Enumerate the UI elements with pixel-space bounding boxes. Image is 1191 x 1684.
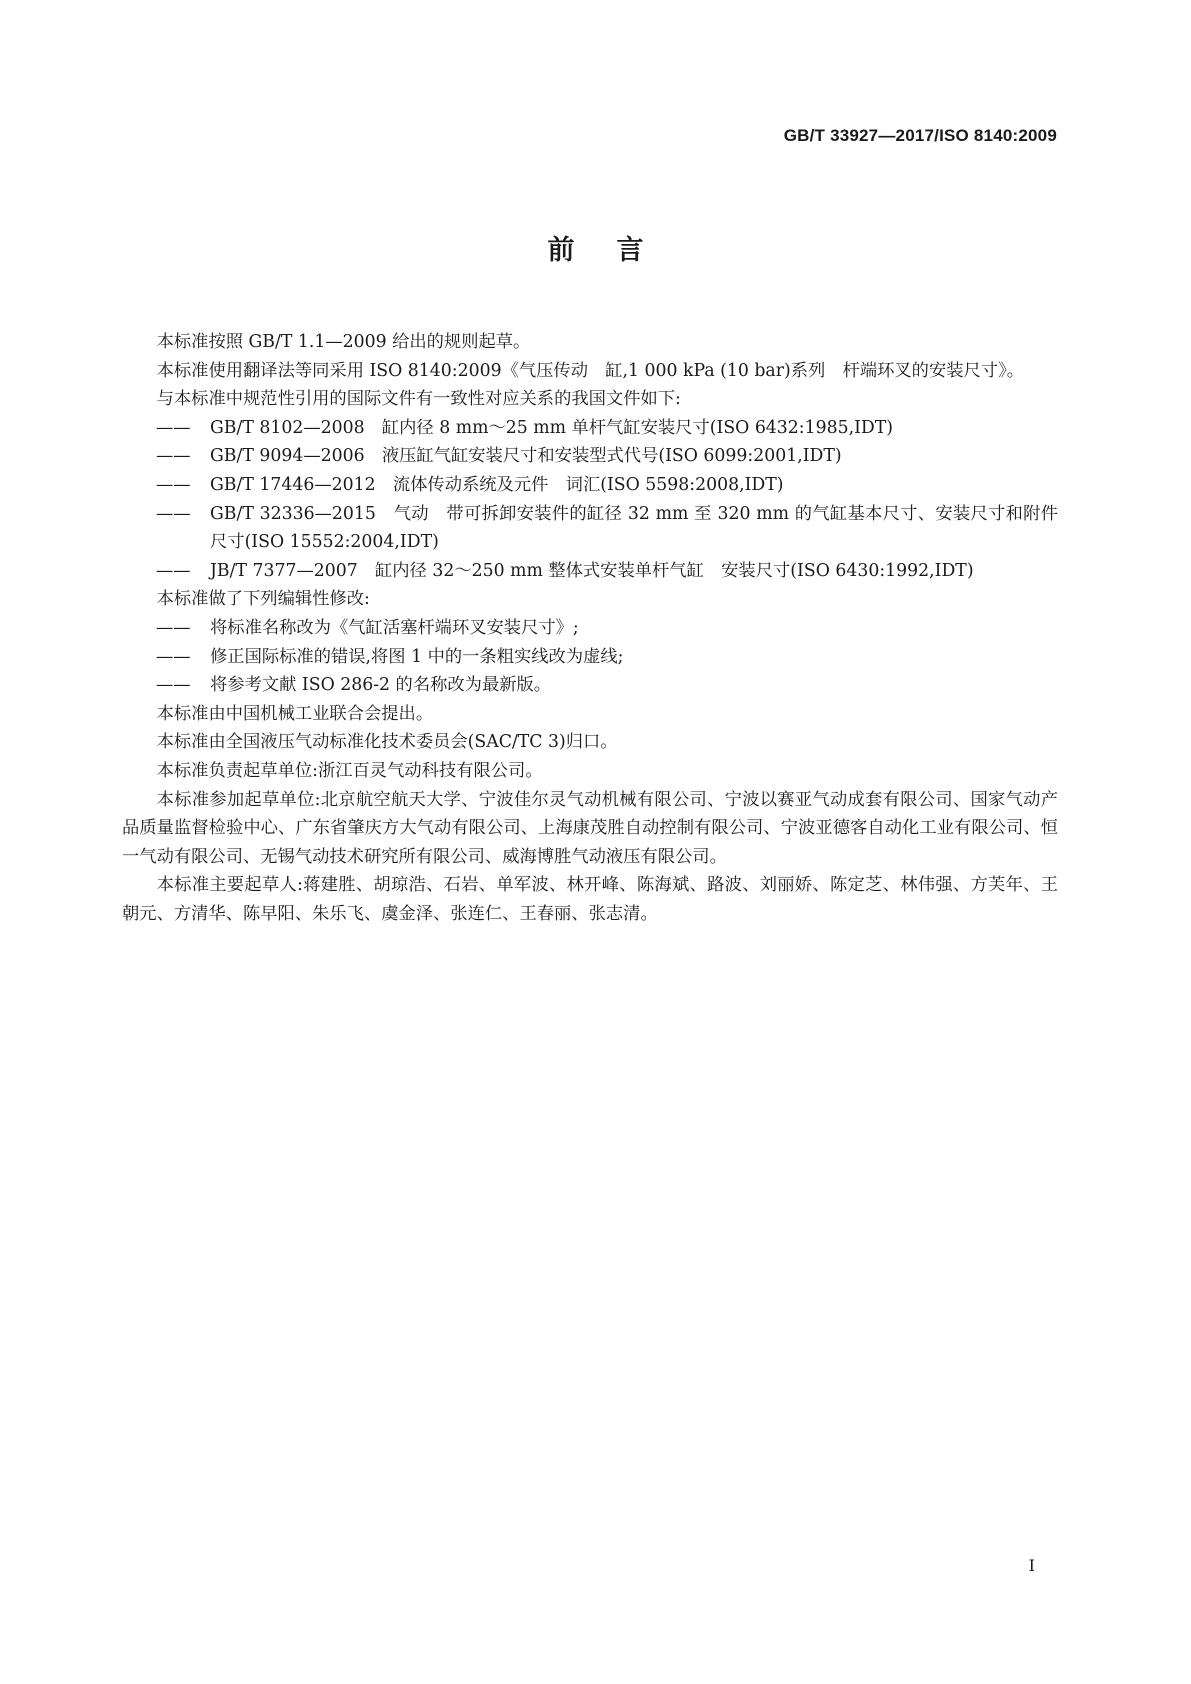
reference-text: GB/T 8102—2008 缸内径 8 mm～25 mm 单杆气缸安装尺寸(ISO 6432:1985,IDT) <box>210 417 894 438</box>
list-dash: —— <box>156 417 191 438</box>
reference-item <box>122 471 1058 500</box>
modification-item <box>122 614 1058 643</box>
reference-text: GB/T 32336—2015 气动 带可拆卸安装件的缸径 32 mm 至 320 mm 的气缸基本尺寸、安装尺寸和附件尺寸(ISO 15552:2004,IDT) <box>210 503 1058 553</box>
modification-text: 将标准名称改为《气缸活塞杆端环叉安装尺寸》; <box>210 617 579 638</box>
paragraph-proposer: 本标准由中国机械工业联合会提出。 <box>156 703 434 724</box>
reference-item <box>122 442 1058 471</box>
list-dash: —— <box>156 646 191 667</box>
reference-item <box>122 414 1058 443</box>
preface-body <box>122 328 1058 928</box>
paragraph-lead-drafter: 本标准负责起草单位:浙江百灵气动科技有限公司。 <box>156 760 543 781</box>
list-dash: —— <box>156 503 191 524</box>
page-title: 前言 <box>547 235 686 266</box>
list-dash: —— <box>156 675 191 696</box>
reference-text: GB/T 17446—2012 流体传动系统及元件 词汇(ISO 5598:2008,IDT) <box>210 474 784 495</box>
paragraph-modifications-intro: 本标准做了下列编辑性修改: <box>156 589 370 610</box>
standard-number-header: GB/T 33927—2017/ISO 8140:2009 <box>783 126 1057 145</box>
page-number: I <box>1028 1556 1035 1575</box>
paragraph-participating-drafters: 本标准参加起草单位:北京航空航天大学、宁波佳尔灵气动机械有限公司、宁波以赛亚气动成套有限公司、国家气动产品质量监督检验中心、广东省肇庆方大气动有限公司、上海康茂胜自动控制有限公司、宁波亚德客自动化工业有限公司、恒一气动有限公司、无锡气动技术研究所有限公司、威海博胜气动液压有限公司。 <box>122 789 1058 867</box>
reference-text: JB/T 7377—2007 缸内径 32～250 mm 整体式安装单杆气缸 安装尺寸(ISO 6430:1992,IDT) <box>210 560 974 581</box>
paragraph-adoption: 本标准使用翻译法等同采用 ISO 8140:2009《气压传动 缸,1 000 kPa (10 bar)系列 杆端环叉的安装尺寸》。 <box>156 360 1025 381</box>
modification-text: 将参考文献 ISO 286-2 的名称改为最新版。 <box>210 675 552 696</box>
paragraph-drafting-rules: 本标准按照 GB/T 1.1—2009 给出的规则起草。 <box>156 332 531 352</box>
list-dash: —— <box>156 474 191 495</box>
reference-item <box>122 500 1058 557</box>
list-dash: —— <box>156 560 191 581</box>
reference-text: GB/T 9094—2006 液压缸气缸安装尺寸和安装型式代号(ISO 6099:2001,IDT) <box>210 446 842 467</box>
list-dash: —— <box>156 617 191 638</box>
modification-item <box>122 671 1058 700</box>
modification-item <box>122 643 1058 672</box>
paragraph-references-intro: 与本标准中规范性引用的国际文件有一致性对应关系的我国文件如下: <box>156 389 681 410</box>
paragraph-main-drafters: 本标准主要起草人:蒋建胜、胡琼浩、石岩、单军波、林开峰、陈海斌、路波、刘丽娇、陈定芝、林伟强、方芙年、王朝元、方清华、陈早阳、朱乐飞、虞金泽、张连仁、王春丽、张志清。 <box>122 875 1058 924</box>
reference-item <box>122 557 1058 586</box>
modification-text: 修正国际标准的错误,将图 1 中的一条粗实线改为虚线; <box>210 646 624 667</box>
paragraph-committee: 本标准由全国液压气动标准化技术委员会(SAC/TC 3)归口。 <box>156 732 618 753</box>
list-dash: —— <box>156 446 191 467</box>
